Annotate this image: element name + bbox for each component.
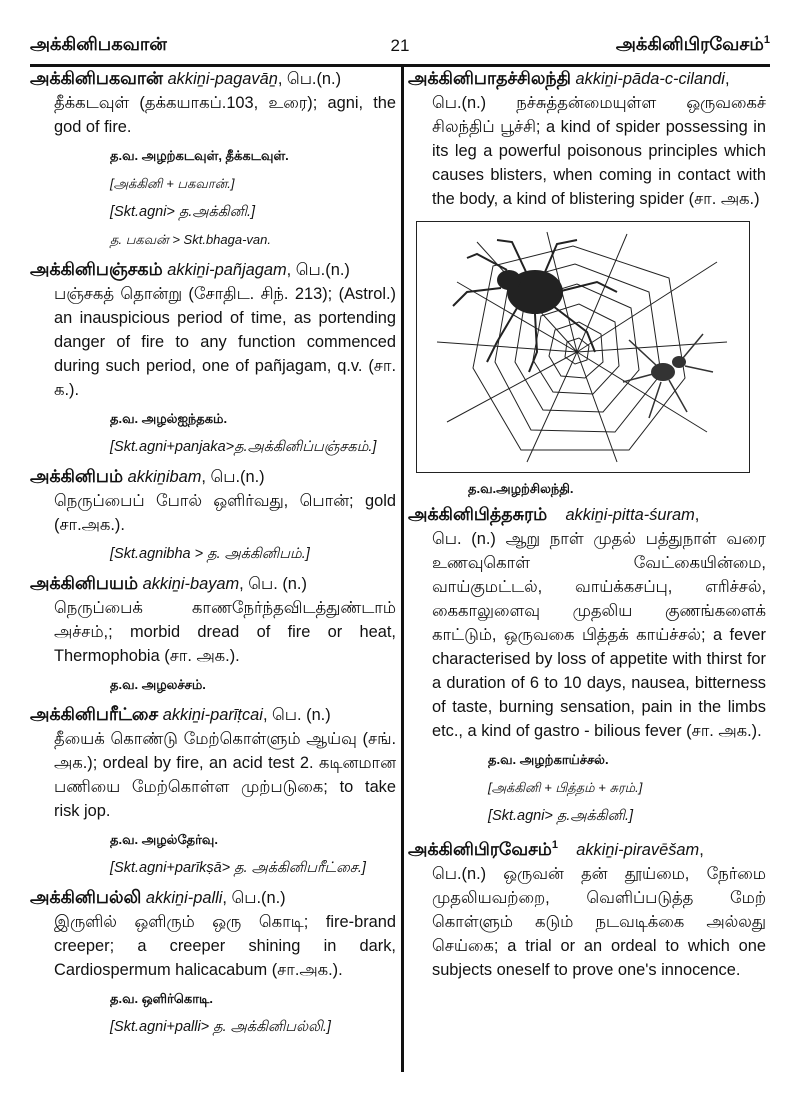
column-divider bbox=[401, 66, 404, 1072]
dictionary-entry bbox=[30, 885, 396, 1038]
running-header bbox=[30, 30, 770, 67]
page-number: 21 bbox=[390, 36, 410, 55]
figure-caption: த.வ.அழற்சிலந்தி. bbox=[468, 481, 574, 496]
sanskrit-origin-note: [Skt.agni+palli> த. அக்கினிபல்லி.] bbox=[110, 1019, 331, 1035]
etymology-note: த. பகவன் > Skt.bhaga-van. bbox=[110, 232, 271, 247]
part-of-speech: , bbox=[724, 70, 730, 88]
dictionary-entry bbox=[408, 833, 766, 982]
dictionary-entry bbox=[408, 66, 766, 211]
dictionary-entry bbox=[30, 702, 396, 879]
headword: அக்கினிபல்லி bbox=[30, 887, 142, 907]
sanskrit-origin-note: [Skt.agni+panjaka>த.அக்கினிப்பஞ்சகம்.] bbox=[110, 439, 377, 455]
definition: நெருப்பைக் காணநேர்ந்தவிடத்துண்டாம் அச்சம்,; morbid dread of fire or heat, Thermophobia (சா. அக.). bbox=[54, 599, 396, 665]
part-of-speech: , bbox=[694, 506, 700, 524]
part-of-speech: , பெ.(n.) bbox=[277, 70, 342, 88]
part-of-speech: , bbox=[699, 840, 704, 859]
part-of-speech: , பெ. (n.) bbox=[262, 706, 331, 724]
spider-web-illustration bbox=[416, 221, 750, 473]
etymology-note: [அக்கினி + பகவான்.] bbox=[110, 176, 235, 191]
definition: பெ.(n.) நச்சுத்தன்மையுள்ள ஒருவகைச் சிலந்திப் பூச்சி; a kind of spider possessing in its leg a powerful poisonous principles which causes blisters, when coming in contact with the body, a kind of blistering spider (சா. அக.) bbox=[432, 94, 766, 208]
spider-web-drawing bbox=[417, 222, 749, 472]
definition: தீயைக் கொண்டு மேற்கொள்ளும் ஆய்வு (சங். அக.); ordeal by fire, an acid test 2. கடினமான பணியை மேற்கொள்ள முற்படுகை; to take risk jop. bbox=[54, 730, 396, 820]
dictionary-entry bbox=[30, 464, 396, 565]
headword: அக்கினிபரீட்சை bbox=[30, 704, 159, 724]
sanskrit-origin-note: [Skt.agni> த.அக்கினி.] bbox=[488, 808, 634, 824]
sanskrit-origin-note: [Skt.agni+parīkṣā> த. அக்கினிபரீட்சை.] bbox=[110, 860, 366, 876]
transliteration: akkiṉi-pitta-śuram bbox=[565, 506, 695, 524]
transliteration: akkiṉi-pagavāṉ bbox=[167, 70, 278, 88]
left-column bbox=[30, 66, 396, 1080]
dictionary-entry bbox=[30, 66, 396, 251]
tamil-word-note: த.வ. அழற்கடவுள், தீக்கடவுள். bbox=[110, 148, 289, 163]
right-column bbox=[408, 66, 766, 1080]
transliteration: akkiṉi-palli bbox=[145, 889, 223, 907]
transliteration: akkiṉi-parīṭcai bbox=[162, 706, 263, 724]
transliteration: akkiṉi-bayam bbox=[142, 575, 240, 593]
spider-small bbox=[651, 356, 686, 381]
definition: பஞ்சகத் தொன்று (சோதிட. சிந். 213); (Astrol.) an inauspicious period of time, as portending danger of fire to any function commenced during such period, one of pañjagam, q.v. (சா. க.). bbox=[54, 285, 396, 399]
tamil-word-note: த.வ. அழல்ஐந்தகம். bbox=[110, 411, 228, 426]
part-of-speech: , பெ.(n.) bbox=[222, 889, 286, 907]
definition: நெருப்பைப் போல் ஒளிர்வது, பொன்; gold (சா.அக.). bbox=[54, 492, 396, 534]
headword: அக்கினிபாதச்சிலந்தி bbox=[408, 68, 571, 88]
transliteration: akkiṉi-pāda-c-cilandi bbox=[575, 70, 725, 88]
headword: அக்கினிபயம் bbox=[30, 573, 139, 593]
headword: அக்கினிபகவான் bbox=[30, 68, 163, 88]
transliteration: akkiṉi-piravēšam bbox=[576, 840, 700, 859]
definition: பெ.(n.) ஒருவன் தன் தூய்மை, நேர்மை முதலியவற்றை, வெளிப்படுத்த மேற் கொள்ளும் கடும் நடவடிக்கை அல்லது செய்கை; a trial or an ordeal to which one subjects oneself to prove one's innocence. bbox=[432, 864, 766, 979]
part-of-speech: , பெ.(n.) bbox=[201, 468, 265, 486]
headword: அக்கினிபித்தசுரம் bbox=[408, 504, 548, 524]
tamil-word-note: த.வ. ஒளிர்கொடி. bbox=[110, 991, 213, 1006]
etymology-note: [அக்கினி + பித்தம் + சுரம்.] bbox=[488, 780, 643, 795]
headword: அக்கினிபிரவேசம்$^1$ bbox=[408, 838, 558, 859]
definition: இருளில் ஒளிரும் ஒரு கொடி; fire-brand creeper; a creeper shining in dark, Cardiospermum halicacabum (சா.அக.). bbox=[54, 913, 396, 979]
header-first-word: அக்கினிபகவான் bbox=[30, 34, 167, 54]
sanskrit-origin-note: [Skt.agnibha > த. அக்கினிபம்.] bbox=[110, 546, 310, 562]
dictionary-entry bbox=[30, 257, 396, 458]
dictionary-entry bbox=[408, 502, 766, 827]
tamil-word-note: த.வ. அழல்தேர்வு. bbox=[110, 832, 218, 847]
tamil-word-note: த.வ. அழலச்சம். bbox=[110, 677, 206, 692]
sanskrit-origin-note: [Skt.agni> த.அக்கினி.] bbox=[110, 204, 256, 220]
dictionary-entry bbox=[30, 571, 396, 696]
part-of-speech: , பெ. (n.) bbox=[239, 575, 307, 593]
definition: தீக்கடவுள் (தக்கயாகப்.103, உரை); agni, the god of fire. bbox=[54, 94, 396, 136]
part-of-speech: , பெ.(n.) bbox=[286, 261, 350, 279]
transliteration: akkiṉibam bbox=[127, 468, 202, 486]
transliteration: akkiṉi-pañjagam bbox=[167, 261, 287, 279]
tamil-word-note: த.வ. அழற்காய்ச்சல். bbox=[488, 752, 609, 767]
headword: அக்கினிபஞ்சகம் bbox=[30, 259, 163, 279]
headword: அக்கினிபம் bbox=[30, 466, 124, 486]
definition: பெ. (n.) ஆறு நாள் முதல் பத்துநாள் வரை உணவுகொள் வேட்கையின்மை, வாய்குமட்டல், வாய்க்கசப்பு, எரிச்சல், கைகாலுளைவு முதலிய குணங்களைக் காட்டும், ஒருவகை பித்தக் காய்ச்சல்; a fever characterised by loss of appetite with thirst for a duration of 6 to 10 days, nausea, bitterness of taste, burning sensation, pain in the limbs etc., a kind of gastro - bilious fever (சா. அக.). bbox=[432, 530, 766, 740]
header-last-word: அக்கினிபிரவேசம்$^1$ bbox=[615, 34, 770, 54]
